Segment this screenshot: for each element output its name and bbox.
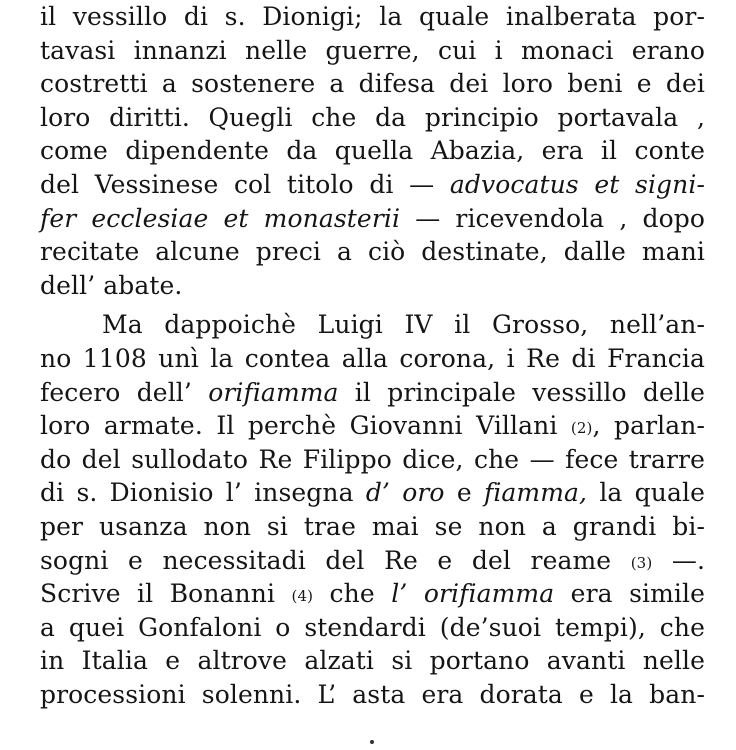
body-text (40, 0, 705, 711)
text-segment: e (444, 478, 484, 508)
text-segment: no 1108 unì la contea alla corona, i Re di Francia (40, 343, 705, 373)
text-segment: loro diritti. Quegli che da principio portavala , (40, 102, 705, 132)
text-line (40, 544, 705, 578)
text-line (40, 269, 705, 303)
text-segment: che (313, 579, 392, 609)
text-segment: fiamma, (483, 478, 588, 508)
text-line (40, 0, 705, 34)
text-line (40, 510, 705, 544)
text-segment: come dipendente da quella Abazia, era il conte (40, 136, 705, 166)
footnote-reference: (2) (570, 419, 593, 438)
text-segment: sogni e necessitadi del Re e del reame (40, 545, 631, 575)
text-line (40, 34, 705, 68)
text-segment: recitate alcune preci a ciò destinate, dalle mani (40, 237, 705, 267)
text-segment: di s. Dionisio l’ insegna (40, 478, 366, 508)
text-line (40, 476, 705, 510)
text-segment: il principale vessillo delle (338, 377, 705, 407)
text-line (40, 443, 705, 477)
text-segment: advocatus et signi- (449, 169, 705, 199)
ink-speck (370, 740, 374, 744)
text-line (40, 577, 705, 611)
text-line (40, 342, 705, 376)
text-segment: il vessillo di s. Dionigi; la quale inalberata por- (40, 2, 705, 31)
footnote-reference: (4) (291, 587, 314, 606)
text-segment: processioni solenni. L’ asta era dorata e la ban- (40, 679, 705, 709)
text-line (40, 376, 705, 410)
text-segment: l’ orifiamma (391, 579, 555, 609)
footnote-reference: (3) (630, 553, 653, 572)
text-segment: in Italia e altrove alzati si portano avanti nelle (40, 646, 705, 676)
text-segment: tavasi innanzi nelle guerre, cui i monaci erano (40, 35, 705, 65)
text-segment: orifiamma (208, 377, 339, 407)
text-line (40, 644, 705, 678)
text-segment: dell’ abate. (40, 270, 183, 300)
text-line (40, 308, 705, 342)
text-segment: fecero dell’ (40, 377, 209, 407)
text-line (40, 678, 705, 712)
text-line (40, 168, 705, 202)
text-segment: del Vessinese col titolo di — (40, 169, 450, 199)
text-segment: a quei Gonfaloni o stendardi (de’suoi tempi), che (40, 612, 705, 642)
text-segment: , parlan- (592, 411, 705, 441)
text-line (40, 409, 705, 443)
text-line (40, 134, 705, 168)
text-segment: Scrive il Bonanni (40, 579, 292, 609)
text-line (40, 235, 705, 269)
text-segment: do del sullodato Re Filippo dice, che — fece trarre (40, 444, 705, 474)
text-segment: loro armate. Il perchè Giovanni Villani (40, 411, 571, 441)
text-line (40, 101, 705, 135)
text-segment: — ricevendola , dopo (400, 203, 705, 233)
text-segment: per usanza non si trae mai se non a grandi bi- (40, 511, 705, 541)
text-segment: d’ oro (365, 478, 445, 508)
text-line (40, 611, 705, 645)
text-segment: la quale (587, 478, 705, 508)
text-line (40, 67, 705, 101)
text-segment: Ma dappoichè Luigi IV il Grosso, nell’an- (102, 310, 705, 340)
text-segment: fer ecclesiae et monasterii (40, 203, 401, 233)
text-segment: era simile (554, 579, 706, 609)
text-segment: costretti a sostenere a difesa dei loro beni e dei (40, 69, 705, 99)
text-line (40, 202, 705, 236)
text-segment: —. (652, 545, 705, 575)
